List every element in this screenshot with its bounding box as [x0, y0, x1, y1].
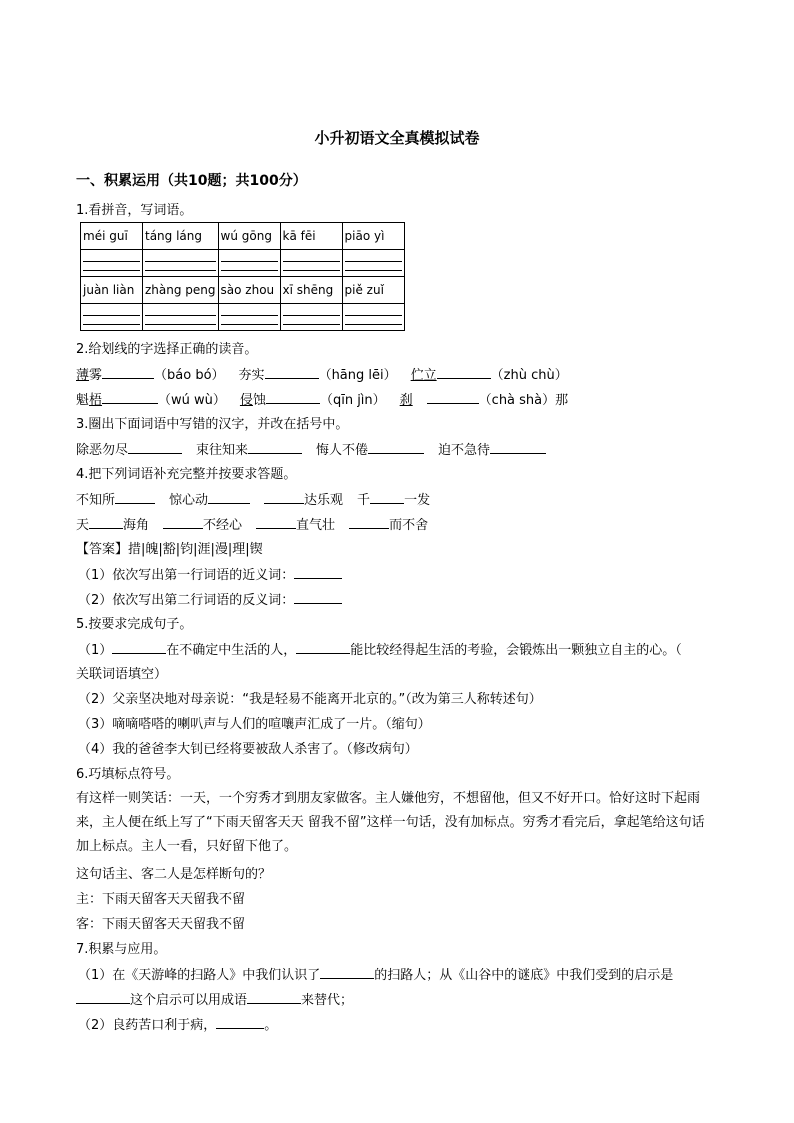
pinyin-cell: sào zhou — [218, 277, 280, 304]
pinyin-cell: xī shēng — [280, 277, 342, 304]
answer-cell[interactable] — [81, 304, 143, 331]
question-7-sub-2: （2）良药苦口利于病， 。 — [78, 1018, 278, 1033]
question-7-sub-1-cont: 这个启示可以用成语 来替代； — [76, 991, 353, 1010]
question-2-prompt: 2.给划线的字选择正确的读音。 — [76, 342, 258, 357]
answer-blank[interactable] — [294, 591, 342, 604]
question-1-prompt: 1.看拼音，写词语。 — [76, 203, 193, 218]
question-7-sub-1: （1）在《天游峰的扫路人》中我们认识了 的扫路人；从《山谷中的谜底》中我们受到的启示是 — [78, 968, 674, 983]
answer-blank[interactable] — [256, 516, 296, 529]
question-6-host: 主：下雨天留客天天留我不留 — [76, 892, 246, 907]
question-5-prompt: 5.按要求完成句子。 — [76, 617, 193, 632]
question-7-prompt: 7.积累与应用。 — [76, 942, 167, 957]
question-5-sub-1: （1） 在不确定中生活的人， 能比较经得起生活的考验，会锻炼出一颗独立自主的心。（ — [78, 643, 682, 658]
answer-blank[interactable] — [490, 441, 546, 454]
answer-blank[interactable] — [216, 1016, 264, 1029]
answer-blank[interactable] — [102, 366, 154, 379]
question-3-prompt: 3.圈出下面词语中写错的汉字，并改在括号中。 — [76, 417, 349, 432]
pinyin-cell: táng láng — [143, 223, 219, 250]
answer-blank[interactable] — [76, 991, 130, 1004]
question-5-sub-2: （2）父亲坚决地对母亲说：“我是轻易不能离开北京的。”（改为第三人称转述句） — [78, 692, 542, 707]
answer-blank[interactable] — [102, 391, 158, 404]
question-4-sub-1: （1）依次写出第一行词语的近义词： — [78, 566, 342, 585]
question-4-row-1: 不知所 惊心动 达乐观 千 一发 — [76, 493, 431, 508]
answer-blank[interactable] — [115, 491, 155, 504]
answer-blank[interactable] — [370, 491, 404, 504]
underlined-char: 梧 — [89, 393, 103, 408]
answer-blank[interactable] — [163, 516, 203, 529]
question-6-passage: 有这样一则笑话：一天，一个穷秀才到朋友家做客。主人嫌他穷，不想留他，但又不好开口。恰好这时下起雨来，主人便在纸上写了“下雨天留客天天 留我不留”这样一句话，没有加标点。穷秀才看完后，拿起笔给这句话加上标点。主人一看，只好留下他了。 — [76, 791, 705, 854]
page-title: 小升初语文全真模拟试卷 — [314, 129, 480, 147]
pinyin-table — [80, 222, 405, 331]
answer-cell[interactable] — [342, 250, 404, 277]
answer-blank[interactable] — [437, 366, 491, 379]
answer-blank[interactable] — [294, 566, 342, 579]
question-6-prompt: 6.巧填标点符号。 — [76, 767, 180, 782]
answer-blank[interactable] — [320, 966, 374, 979]
underlined-char: 刹 — [399, 393, 413, 408]
answer-blank[interactable] — [266, 391, 320, 404]
question-6-guest: 客：下雨天留客天天留我不留 — [76, 917, 246, 932]
question-4-answer: 【答案】措|魄|豁|钧|涯|漫|理|锲 — [76, 542, 263, 557]
answer-blank[interactable] — [208, 491, 250, 504]
pinyin-cell: wú gōng — [218, 223, 280, 250]
question-2-line-2: 魁梧 （wú wù） 侵蚀 （qīn jìn） 刹 （chà shà）那 — [76, 393, 569, 408]
pinyin-cell: piāo yì — [342, 223, 404, 250]
answer-blank[interactable] — [112, 641, 166, 654]
question-4-row-2: 天 海角 不经心 直气壮 而不舍 — [76, 518, 429, 533]
answer-blank[interactable] — [265, 366, 319, 379]
pinyin-cell: piě zuǐ — [342, 277, 404, 304]
question-2-line-1: 薄雾 （báo bó） 夯实 （hāng lēi） 伫立 （zhù chù） — [76, 368, 568, 383]
answer-cell[interactable] — [218, 304, 280, 331]
answer-cell[interactable] — [143, 250, 219, 277]
answer-blank[interactable] — [427, 391, 479, 404]
answer-blank[interactable] — [89, 516, 123, 529]
answer-blank[interactable] — [349, 516, 389, 529]
question-5-sub-1-cont: 关联词语填空） — [76, 667, 168, 682]
question-5-sub-3: （3）嘀嘀嗒嗒的喇叭声与人们的喧嚷声汇成了一片。（缩句） — [78, 717, 431, 732]
underlined-word: 伫立 — [410, 368, 437, 383]
question-5-sub-4: （4）我的爸爸李大钊已经将要被敌人杀害了。（修改病句） — [78, 742, 418, 757]
question-4-sub-2: （2）依次写出第二行词语的反义词： — [78, 591, 342, 610]
question-3-words: 除恶勿尽 束往知来 悔人不倦 迫不急待 — [76, 441, 546, 460]
answer-blank[interactable] — [296, 641, 350, 654]
pinyin-cell: kā fēi — [280, 223, 342, 250]
pinyin-cell: juàn liàn — [81, 277, 143, 304]
answer-cell[interactable] — [280, 250, 342, 277]
answer-blank[interactable] — [247, 991, 301, 1004]
question-4-prompt: 4.把下列词语补充完整并按要求答题。 — [76, 467, 297, 482]
answer-blank[interactable] — [264, 491, 304, 504]
answer-cell[interactable] — [280, 304, 342, 331]
answer-cell[interactable] — [143, 304, 219, 331]
answer-blank[interactable] — [128, 441, 182, 454]
question-6-question: 这句话主、客二人是怎样断句的？ — [76, 867, 272, 882]
pinyin-cell: méi guī — [81, 223, 143, 250]
answer-blank[interactable] — [248, 441, 302, 454]
pinyin-cell: zhàng peng — [143, 277, 219, 304]
answer-cell[interactable] — [342, 304, 404, 331]
underlined-char: 侵 — [239, 393, 253, 408]
answer-blank[interactable] — [368, 441, 424, 454]
section-heading: 一、积累运用（共10题；共100分） — [76, 173, 307, 189]
answer-cell[interactable] — [81, 250, 143, 277]
underlined-char: 薄 — [76, 368, 90, 383]
answer-cell[interactable] — [218, 250, 280, 277]
